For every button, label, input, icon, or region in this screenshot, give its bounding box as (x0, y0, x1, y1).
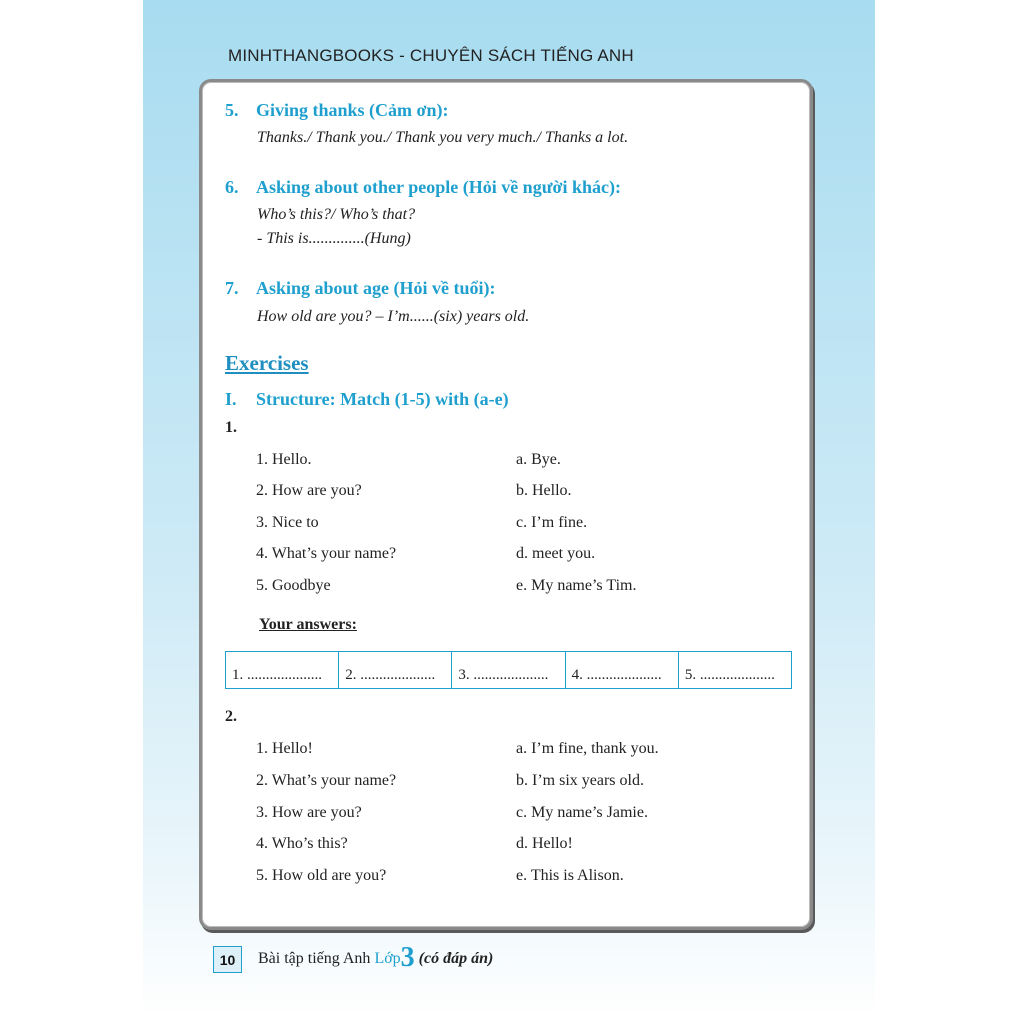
section-number: 7. (225, 278, 239, 298)
footer-lop: Lớp (374, 950, 401, 967)
section-title-text: Asking about age (Hỏi về tuổi): (256, 278, 496, 298)
match-item-right: d. Hello! (516, 835, 573, 852)
section-title-6 (225, 177, 621, 198)
match-item-right: c. I’m fine. (516, 514, 588, 531)
part-number: I. (225, 389, 237, 409)
section-title-7 (225, 278, 496, 299)
answers-table (225, 651, 792, 689)
answer-cell-2[interactable]: 2. .................... (339, 652, 452, 688)
match-item-left: 5. How old are you? (256, 867, 387, 884)
match-item-right: a. Bye. (516, 451, 561, 468)
footer-book-title (258, 942, 493, 974)
match-item-right: a. I’m fine, thank you. (516, 740, 659, 757)
part-title (225, 389, 509, 410)
answer-cell-4[interactable]: 4. .................... (566, 652, 679, 688)
match-item-left: 1. Hello! (256, 740, 313, 757)
match-item-left: 4. Who’s this? (256, 835, 348, 852)
match-item-right: d. meet you. (516, 545, 596, 562)
match-item-right: c. My name’s Jamie. (516, 804, 648, 821)
exercise-number: 1. (225, 419, 237, 436)
section-number: 6. (225, 177, 239, 197)
answer-cell-3[interactable]: 3. .................... (452, 652, 565, 688)
match-item-right: b. Hello. (516, 482, 572, 499)
exercise-number: 2. (225, 708, 237, 725)
page-number: 10 (213, 946, 242, 973)
section-title-5 (225, 100, 449, 121)
page-header: MINHTHANGBOOKS - CHUYÊN SÁCH TIẾNG ANH (228, 46, 634, 65)
match-item-left: 3. How are you? (256, 804, 362, 821)
example-line: Thanks./ Thank you./ Thank you very much./ Thanks a lot. (257, 129, 629, 146)
match-item-left: 2. What’s your name? (256, 772, 397, 789)
match-item-left: 1. Hello. (256, 451, 312, 468)
match-item-left: 4. What’s your name? (256, 545, 397, 562)
match-item-left: 5. Goodbye (256, 577, 331, 594)
section-title-text: Asking about other people (Hỏi về người khác): (256, 177, 621, 197)
part-title-text: Structure: Match (1-5) with (a-e) (256, 389, 509, 409)
match-item-right: e. This is Alison. (516, 867, 624, 884)
match-item-right: e. My name’s Tim. (516, 577, 637, 594)
answers-label: Your answers: (259, 616, 357, 633)
match-item-left: 3. Nice to (256, 514, 319, 531)
example-line: - This is..............(Hung) (257, 230, 411, 247)
exercises-heading: Exercises (225, 351, 309, 375)
section-title-text: Giving thanks (Cảm ơn): (256, 100, 449, 120)
match-item-left: 2. How are you? (256, 482, 362, 499)
match-item-right: b. I’m six years old. (516, 772, 644, 789)
answer-cell-5[interactable]: 5. .................... (684, 667, 775, 683)
footer-text: Bài tập tiếng Anh (258, 950, 371, 967)
footer-note: (có đáp án) (418, 950, 494, 967)
footer-grade: 3 (400, 942, 415, 973)
section-number: 5. (225, 100, 239, 120)
example-line: Who’s this?/ Who’s that? (257, 206, 416, 223)
answer-cell-1[interactable]: 1. .................... (226, 652, 339, 688)
example-line: How old are you? – I’m......(six) years old. (257, 308, 530, 325)
